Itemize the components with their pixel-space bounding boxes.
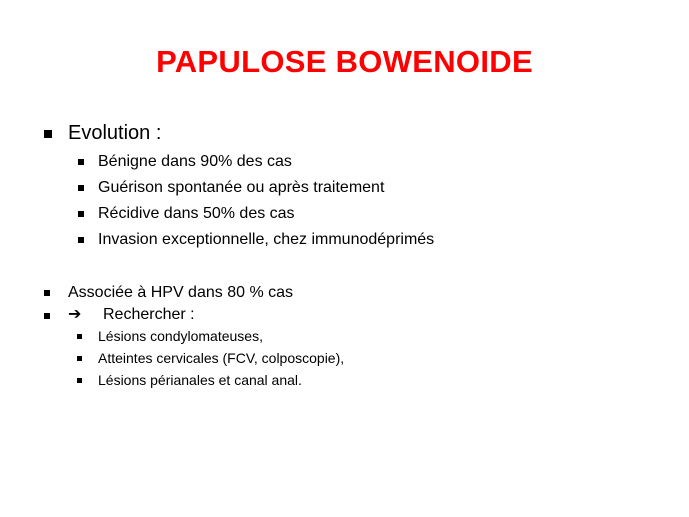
list-item: Guérison spontanée ou après traitement: [98, 179, 385, 196]
list-item: Atteintes cervicales (FCV, colposcopie),: [98, 350, 345, 366]
right-arrow-icon: ➔: [68, 306, 82, 323]
square-bullet-icon: [78, 211, 84, 217]
square-bullet-icon: [78, 237, 84, 243]
square-bullet-icon: [44, 313, 50, 319]
square-bullet-icon: [44, 290, 50, 296]
square-bullet-icon: [77, 334, 82, 339]
square-bullet-icon: [44, 130, 52, 138]
list-item: Récidive dans 50% des cas: [98, 205, 295, 222]
square-bullet-icon: [77, 356, 82, 361]
square-bullet-icon: [78, 159, 84, 165]
square-bullet-icon: [78, 185, 84, 191]
list-item: Lésions condylomateuses,: [98, 328, 263, 344]
list-item: Lésions périanales et canal anal.: [98, 372, 302, 388]
rechercher-line: Rechercher :: [103, 306, 195, 323]
list-item: Invasion exceptionnelle, chez immunodéprimés: [98, 231, 435, 248]
slide-title: PAPULOSE BOWENOIDE: [156, 44, 533, 79]
square-bullet-icon: [77, 378, 82, 383]
hpv-association-line: Associée à HPV dans 80 % cas: [68, 284, 294, 301]
section-heading-evolution: Evolution :: [68, 122, 162, 144]
list-item: Bénigne dans 90% des cas: [98, 153, 292, 170]
